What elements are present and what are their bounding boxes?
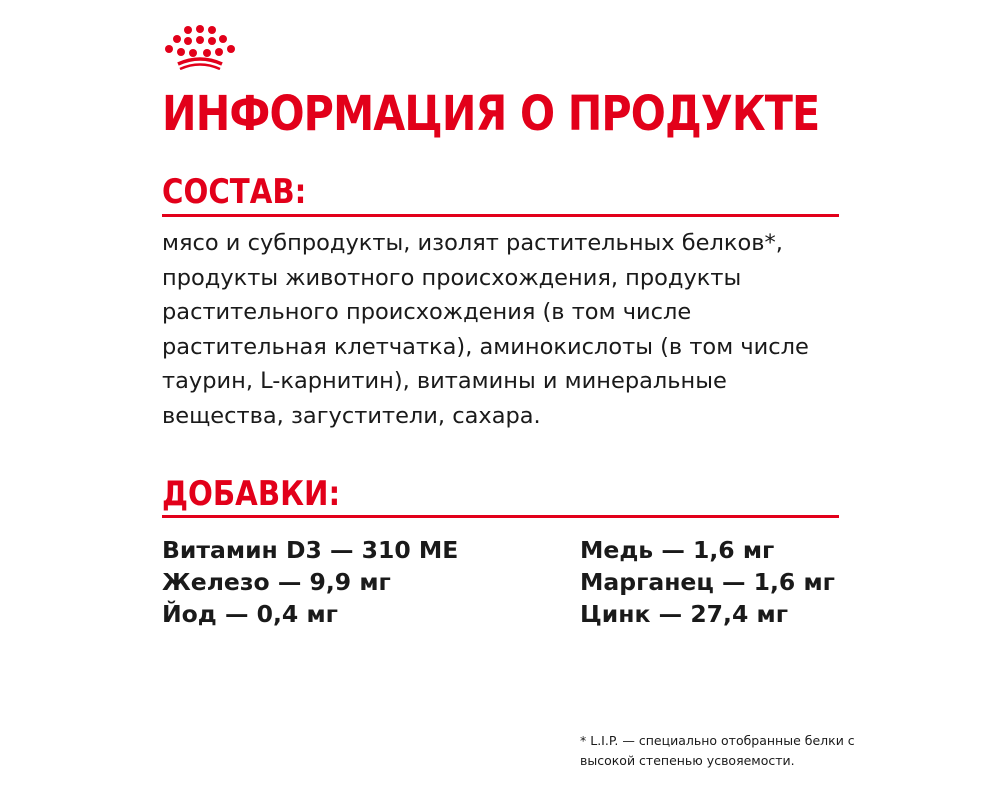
additive-item: Железо — 9,9 мг (162, 568, 391, 596)
additive-item: Цинк — 27,4 мг (580, 600, 788, 628)
additive-item: Медь — 1,6 мг (580, 536, 775, 564)
page-title: ИНФОРМАЦИЯ О ПРОДУКТЕ (162, 86, 820, 142)
additive-item: Марганец — 1,6 мг (580, 568, 835, 596)
additive-item: Йод — 0,4 мг (162, 600, 338, 628)
additives-divider (162, 515, 839, 518)
additives-list-left (162, 534, 458, 630)
additives-heading: ДОБАВКИ: (162, 474, 341, 514)
additives-list-right (580, 534, 835, 630)
additive-item: Витамин D3 — 310 МЕ (162, 536, 459, 564)
composition-heading: СОСТАВ: (162, 172, 307, 212)
composition-divider (162, 214, 839, 217)
royal-crown-icon (164, 24, 236, 70)
footnote: * L.I.P. — специально отобранные белки с высокой степенью усвояемости. (580, 733, 855, 768)
composition-text: мясо и субпродукты, изолят растительных белков*, продукты животного происхождения, продукты растительного происхождения (в том числе растительная клетчатка), аминокислоты (в том числе таурин, L-карнитин), витамины и минеральные вещества, загустители, сахара. (162, 230, 809, 429)
